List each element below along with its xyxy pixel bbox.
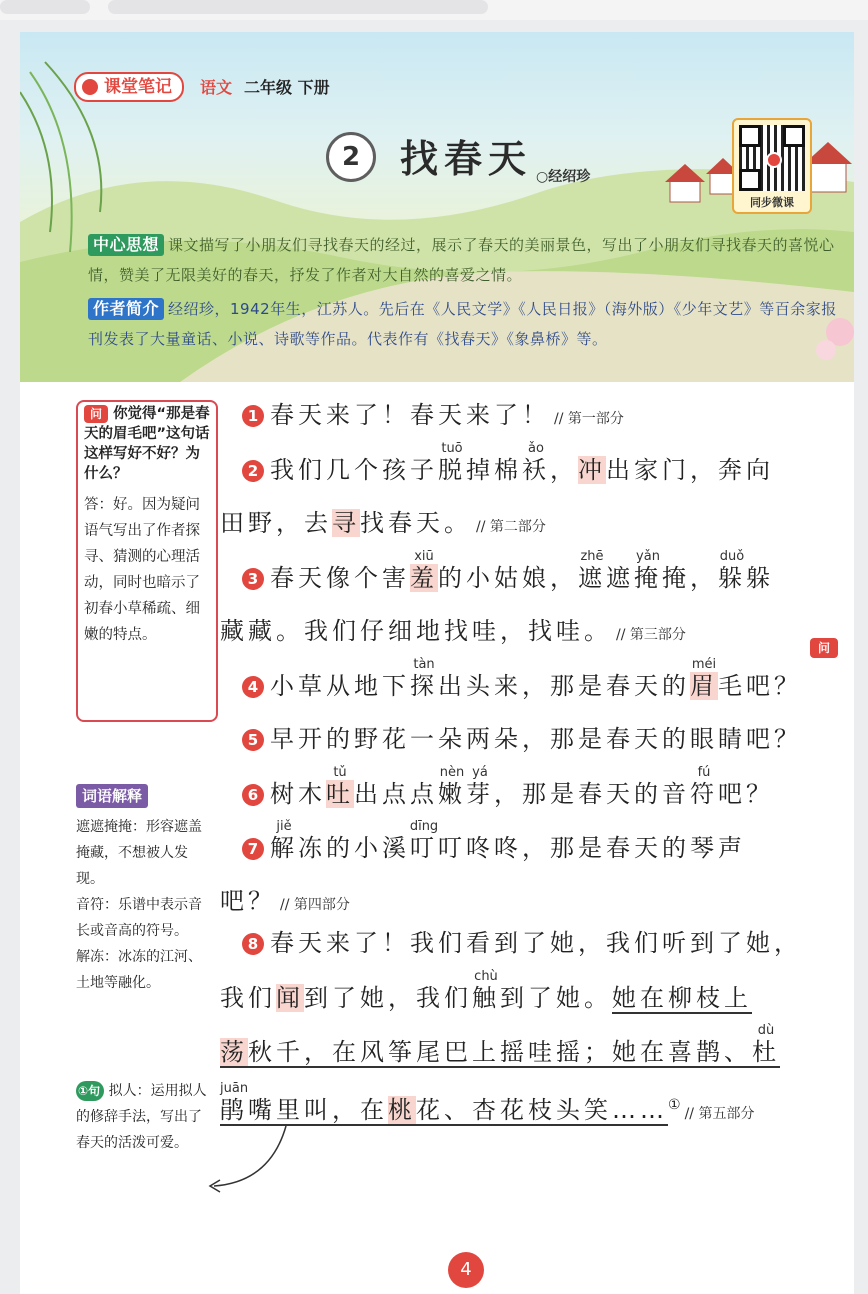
paragraph-number: 6 [242,784,264,806]
qr-code-card[interactable] [732,118,812,214]
text-run: ，那是春天的音 [494,780,690,808]
text-run: 藏藏。我们仔细地找哇，找哇。 [220,617,612,645]
text-run: 树木 [270,780,326,808]
text-run: 冻的小溪 [298,834,410,862]
lesson-title: 找春天 [400,137,533,181]
tab-pill[interactable] [108,0,488,14]
answer-text: 答：好。因为疑问语气写出了作者探寻、猜测的心理活动，同时也暗示了初春小草稀疏、细嫩的特点。 [84,497,200,643]
top-bar [0,0,868,20]
paragraph-8 [220,916,850,1132]
underlined-text: 鹃juān嘴里叫，在桃花、杏花枝头笑…… [220,1081,669,1124]
section-label: // 第四部分 [280,897,350,913]
brand-logo [74,72,184,102]
author-summary [88,294,850,354]
section-label: // 第三部分 [616,627,686,643]
text-run: 掉棉 [466,456,522,484]
question-box [76,400,218,722]
qr-code-icon [739,125,805,191]
pinyin-word: 脱tuō [438,441,466,484]
section-label: // 第一部分 [554,411,624,427]
text-run: 春天像个害 [270,564,410,592]
highlighted-char: 寻 [332,509,360,537]
page-number: 4 [448,1252,484,1288]
banner [20,32,854,382]
paragraph-4 [220,658,850,712]
text-run: 毛吧？ [718,672,802,700]
pinyin-word: 芽yá [466,765,494,808]
theme-text: 课文描写了小朋友们寻找春天的经过，展示了春天的美丽景色，写出了小朋友们寻找春天的喜悦心情，赞美了无限美好的春天，抒发了作者对大自然的喜爱之情。 [88,236,835,284]
text-run: 出点点 [354,780,438,808]
paragraph-number: 7 [242,838,264,860]
note-text: 拟人：运用拟人的修辞手法，写出了春天的活泼可爱。 [76,1083,207,1151]
pinyin-word: 符fú [690,765,718,808]
text-run: 的小姑娘， [438,564,578,592]
text-run: 春天来了！我们看到了她，我们听到了她， [270,929,802,957]
paragraph-number: 2 [242,460,264,482]
tab-pill[interactable] [0,0,90,14]
vocab-item: 遮遮掩掩：形容遮盖掩藏，不想被人发现。 [76,819,202,887]
paragraph-5 [220,712,850,766]
question-flag[interactable]: 问 [810,638,838,658]
paragraph-7 [220,820,850,928]
paragraph-number: 8 [242,933,264,955]
section-label: // 第五部分 [684,1106,755,1122]
pinyin-word: 叮dīng [409,819,439,862]
lesson-number: 2 [326,132,376,182]
pinyin-word: 吐tǔ [326,765,354,808]
vocab-item: 解冻：冰冻的江河、土地等融化。 [76,949,202,991]
section-label: // 第二部分 [476,519,546,535]
paragraph-3 [220,550,850,658]
pinyin-word: 触chù [472,969,500,1012]
theme-tag: 中心思想 [88,234,164,256]
pinyin-word: 探tàn [410,657,438,700]
vocab-heading: 词语解释 [76,784,148,808]
pinyin-word: 遮zhē [578,549,606,592]
vocab-list [76,814,214,996]
pinyin-word: 羞xiū [410,549,438,592]
text-run: 叮咚咚，那是春天的琴声 [438,834,746,862]
subject-label: 语文 [200,78,233,97]
text-run: ， [550,456,578,484]
text-run: 出头来，那是春天的 [438,672,690,700]
paragraph-number: 1 [242,405,264,427]
question-text [84,404,212,484]
text-run: 早开的野花一朵两朵，那是春天的眼睛吧？ [270,725,802,753]
vocab-item: 音符：乐谱中表示音长或音高的符号。 [76,897,202,939]
text-run: 到了她。 [500,984,612,1012]
textbook-page [20,32,854,1294]
brand-text: 课堂笔记 [104,77,172,97]
annotation-note [76,1078,214,1156]
text-run: 小草从地下 [270,672,410,700]
pinyin-word: 躲duǒ [718,549,746,592]
highlighted-char: 闻 [276,984,304,1012]
paragraph-1 [220,388,850,442]
text-run: 遮 [606,564,634,592]
highlighted-char: 冲 [578,456,606,484]
underlined-text: 她在柳枝上 [612,984,752,1012]
arrow-icon [200,1122,290,1202]
question-badge: 问 [84,405,108,423]
text-run: 躲 [746,564,774,592]
pinyin-word: 袄ǎo [522,441,550,484]
text-run: 掩， [662,564,718,592]
text-run: 吧？ [718,780,774,808]
pinyin-word: 眉méi [690,657,718,700]
paragraph-number: 3 [242,568,264,590]
text-run: 找春天。 [360,509,472,537]
note-marker: ①句 [76,1081,104,1101]
paragraph-6 [220,766,850,820]
paragraph-2 [220,442,850,550]
footnote-marker: ① [668,1097,681,1113]
text-run: 我们几个孩子 [270,456,438,484]
paragraph-number: 4 [242,676,264,698]
question-body: 你觉得“那是春天的眉毛吧”这句话这样写好不好？为什么？ [84,406,210,482]
text-run: 田野，去 [220,509,332,537]
author-tag: 作者简介 [88,298,164,320]
grade-label: 二年级 下册 [244,78,330,97]
qr-label: 同步微课 [750,196,794,209]
text-run: 到了她，我们 [304,984,472,1012]
pinyin-word: 解jiě [270,819,298,862]
underlined-text: 荡秋千，在风筝尾巴上摇哇摇；她在喜鹊、杜dù [220,1023,780,1066]
brand-icon [82,79,98,95]
text-run: 吧？ [220,887,276,915]
paragraph-text: 春天来了！春天来了！ [270,401,550,429]
author-name: ○经绍珍 [536,169,591,185]
text-run: 我们 [220,984,276,1012]
paragraph-number: 5 [242,729,264,751]
pinyin-word: 掩yǎn [634,549,662,592]
pinyin-word: 嫩nèn [438,765,466,808]
author-text: 经绍珍，1942年生，江苏人。先后在《人民文学》《人民日报》（海外版）《少年文艺》等百余家报刊发表了大量童话、小说、诗歌等作品。代表作有《找春天》《象鼻桥》等。 [88,300,837,348]
theme-summary [88,230,850,290]
text-run: 出家门，奔向 [606,456,774,484]
